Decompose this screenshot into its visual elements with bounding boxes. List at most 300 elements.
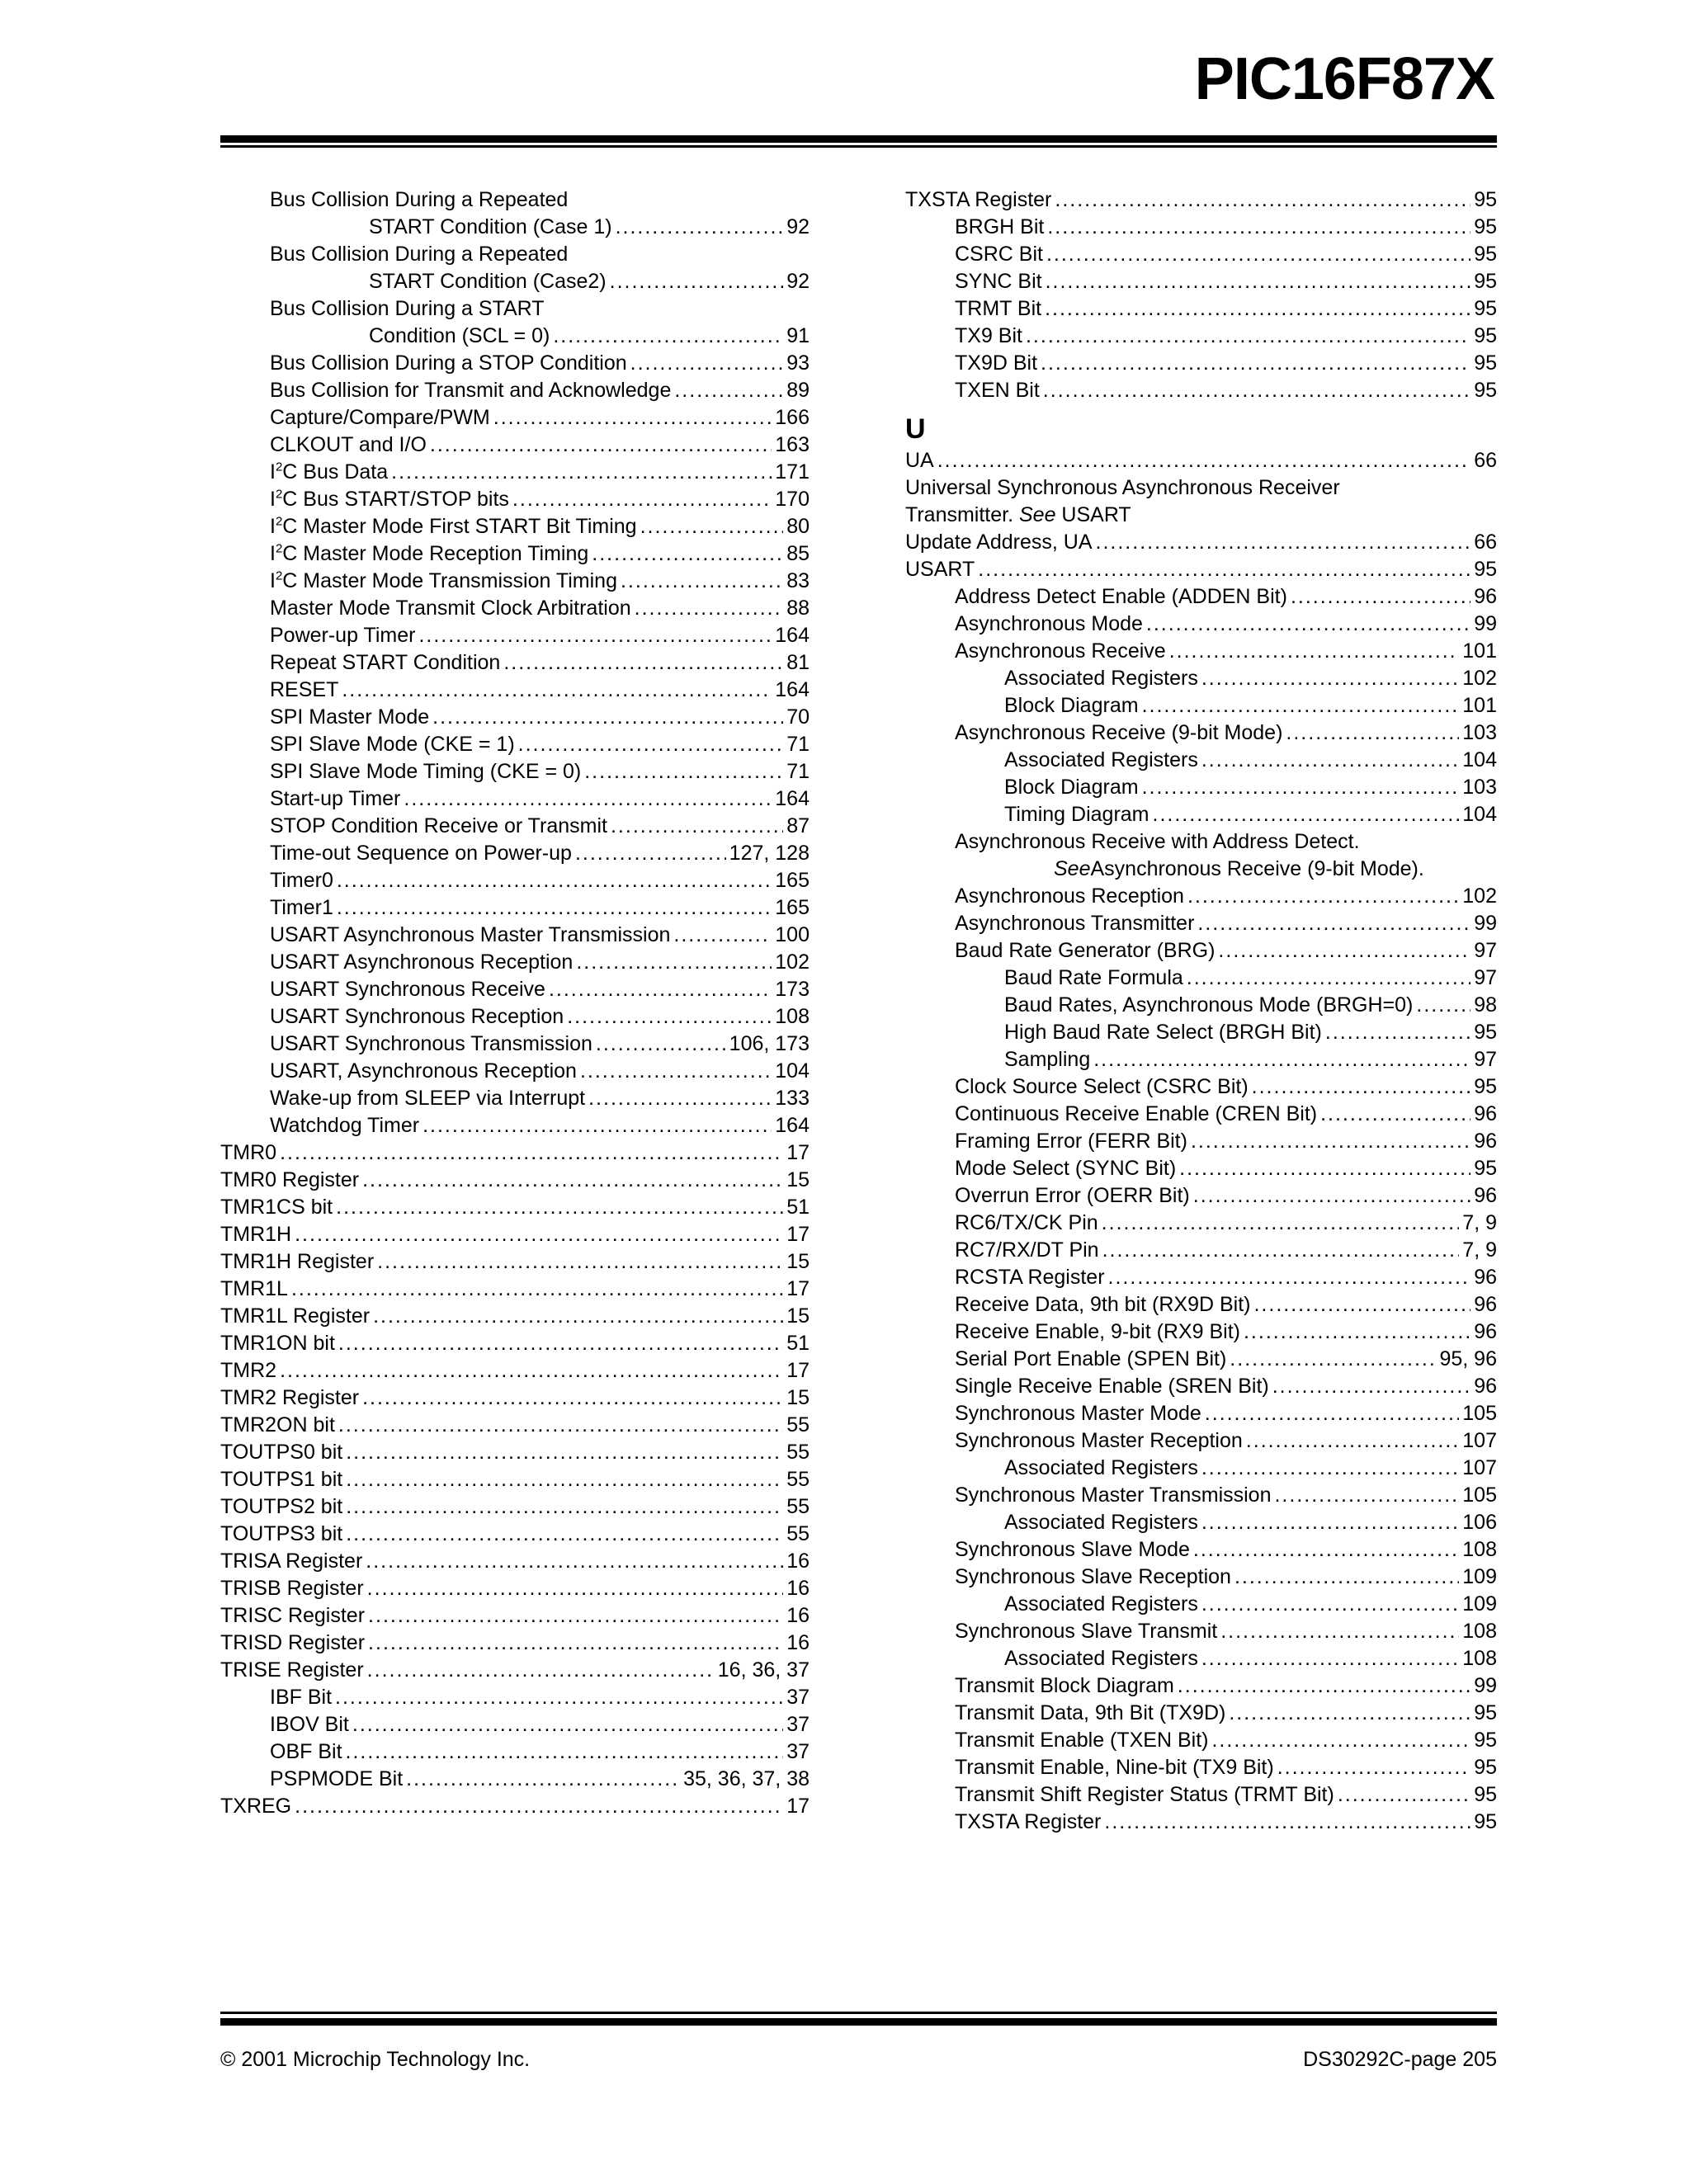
index-entry bbox=[905, 268, 1497, 295]
index-entry bbox=[220, 350, 810, 377]
index-entry bbox=[220, 1058, 810, 1085]
index-entry-text: PSPMODE Bit bbox=[270, 1767, 404, 1790]
index-page-ref: 96 bbox=[1474, 1102, 1497, 1125]
index-page-ref: 103 bbox=[1462, 721, 1497, 744]
index-entry-text: TRISD Register bbox=[220, 1631, 366, 1654]
dot-leader bbox=[373, 1303, 783, 1330]
dot-leader bbox=[367, 1575, 784, 1602]
index-entry-text: Update Address, UA bbox=[905, 531, 1093, 554]
index-entry-text: IBF Bit bbox=[270, 1686, 333, 1709]
index-entry bbox=[220, 1194, 810, 1221]
dot-leader bbox=[1201, 1645, 1459, 1672]
index-entry bbox=[220, 540, 810, 568]
index-entry-text: TX9D Bit bbox=[955, 351, 1038, 375]
dot-leader bbox=[1211, 1727, 1470, 1754]
index-entry bbox=[905, 1781, 1497, 1809]
index-page-ref: 91 bbox=[786, 324, 810, 347]
index-entry-text: Timer1 bbox=[270, 896, 333, 919]
dot-leader bbox=[1277, 1754, 1470, 1781]
dot-leader bbox=[1230, 1346, 1436, 1373]
index-entry bbox=[905, 1536, 1497, 1564]
index-entry-text: Synchronous Slave Mode bbox=[955, 1538, 1190, 1561]
index-entry-text: Start-up Timer bbox=[270, 787, 401, 810]
dot-leader bbox=[1253, 1291, 1470, 1318]
dot-leader bbox=[1102, 1237, 1460, 1264]
index-entry-text: Synchronous Master Reception bbox=[955, 1429, 1243, 1452]
index-entry-text: TOUTPS1 bit bbox=[220, 1468, 343, 1491]
index-page-ref: 166 bbox=[775, 406, 810, 429]
index-page-ref: 95 bbox=[1474, 1157, 1497, 1180]
index-entry bbox=[220, 785, 810, 813]
index-entry-text: SPI Master Mode bbox=[270, 705, 430, 729]
index-entry bbox=[905, 1754, 1497, 1781]
index-page-ref: 170 bbox=[775, 488, 810, 511]
index-page-ref: 37 bbox=[786, 1686, 810, 1709]
index-entry bbox=[905, 1509, 1497, 1536]
dot-leader bbox=[674, 377, 783, 404]
index-page-ref: 95 bbox=[1474, 1756, 1497, 1779]
index-entry bbox=[905, 1046, 1497, 1073]
index-entry bbox=[220, 1412, 810, 1439]
index-page-ref: 17 bbox=[786, 1223, 810, 1246]
index-entry bbox=[905, 1346, 1497, 1373]
dot-leader bbox=[575, 840, 726, 867]
index-entry bbox=[905, 583, 1497, 611]
index-entry-text: Receive Data, 9th bit (RX9D Bit) bbox=[955, 1293, 1251, 1316]
index-entry-text: CSRC Bit bbox=[955, 243, 1043, 266]
index-entry-text: Synchronous Slave Transmit bbox=[955, 1620, 1218, 1643]
index-page-ref: 95 bbox=[1474, 324, 1497, 347]
dot-leader bbox=[630, 350, 784, 377]
index-page-ref: 92 bbox=[786, 215, 810, 238]
index-entry-text: Bus Collision During a Repeated bbox=[270, 188, 569, 211]
index-entry-text: RESET bbox=[270, 678, 339, 701]
index-page-ref: 96 bbox=[1474, 1320, 1497, 1343]
index-page-ref: 164 bbox=[775, 624, 810, 647]
index-entry-text: USART Synchronous Reception bbox=[270, 1005, 564, 1028]
dot-leader bbox=[1193, 1182, 1470, 1210]
index-entry bbox=[905, 1155, 1497, 1182]
index-entry-text: Sampling bbox=[1004, 1048, 1091, 1071]
index-entry-text: TXSTA Register bbox=[955, 1810, 1102, 1833]
index-entry bbox=[220, 622, 810, 649]
index-entry-text: Asynchronous Receive with Address Detect. bbox=[955, 830, 1360, 853]
dot-leader bbox=[336, 1194, 783, 1221]
dot-leader bbox=[580, 1058, 772, 1085]
index-page-ref: 37 bbox=[786, 1740, 810, 1763]
index-entry-text: USART Synchronous Receive bbox=[270, 978, 545, 1001]
index-entry bbox=[220, 377, 810, 404]
index-entry-text: Associated Registers bbox=[1004, 748, 1198, 771]
index-entry-text: IBOV Bit bbox=[270, 1713, 349, 1736]
index-entry bbox=[905, 910, 1497, 937]
index-entry bbox=[220, 1793, 810, 1820]
index-page-ref: 51 bbox=[786, 1196, 810, 1219]
index-entry bbox=[220, 1248, 810, 1276]
index-entry bbox=[220, 1276, 810, 1303]
index-entry bbox=[905, 665, 1497, 692]
index-entry-text: TXSTA Register bbox=[905, 188, 1052, 211]
index-page-ref: 96 bbox=[1474, 1293, 1497, 1316]
index-entry bbox=[220, 731, 810, 758]
index-page-ref: 101 bbox=[1462, 694, 1497, 717]
index-entry bbox=[905, 1210, 1497, 1237]
index-page-ref: 16 bbox=[786, 1604, 810, 1627]
index-entry-text: OBF Bit bbox=[270, 1740, 342, 1763]
dot-leader bbox=[1246, 1427, 1459, 1455]
dot-leader bbox=[673, 922, 772, 949]
index-page-ref: 95 bbox=[1474, 351, 1497, 375]
index-entry-text: TMR2 bbox=[220, 1359, 277, 1382]
index-entry-text: Continuous Receive Enable (CREN Bit) bbox=[955, 1102, 1318, 1125]
dot-leader bbox=[567, 1003, 772, 1031]
index-page-ref: 95 bbox=[1474, 297, 1497, 320]
dot-leader bbox=[367, 1657, 715, 1684]
index-entry bbox=[220, 1031, 810, 1058]
dot-leader bbox=[1108, 1264, 1471, 1291]
index-entry-text: Baud Rates, Asynchronous Mode (BRGH=0) bbox=[1004, 993, 1414, 1017]
index-entry-text: TOUTPS3 bit bbox=[220, 1522, 343, 1545]
index-entry bbox=[905, 350, 1497, 377]
dot-leader bbox=[1201, 1591, 1459, 1618]
index-page-ref: 17 bbox=[786, 1359, 810, 1382]
index-page-ref: 51 bbox=[786, 1332, 810, 1355]
index-page-ref: 55 bbox=[786, 1441, 810, 1464]
index-entry-text: Block Diagram bbox=[1004, 776, 1139, 799]
index-page-ref: 71 bbox=[786, 760, 810, 783]
index-entry bbox=[220, 813, 810, 840]
index-entry-text: TXREG bbox=[220, 1795, 292, 1818]
dot-leader bbox=[978, 556, 1470, 583]
dot-leader bbox=[1205, 1400, 1460, 1427]
dot-leader bbox=[368, 1602, 783, 1630]
dot-leader bbox=[640, 513, 784, 540]
index-entry-text: High Baud Rate Select (BRGH Bit) bbox=[1004, 1021, 1322, 1044]
index-page-ref: 85 bbox=[786, 542, 810, 565]
index-entry bbox=[905, 529, 1497, 556]
index-page-ref: 101 bbox=[1462, 639, 1497, 663]
index-entry bbox=[905, 856, 1497, 883]
index-page-ref: 95 bbox=[1474, 558, 1497, 581]
index-entry-text: $I^2C$ Bus START/STOP bits bbox=[270, 487, 509, 511]
index-page-ref: 7, 9 bbox=[1462, 1211, 1497, 1234]
index-entry bbox=[905, 1455, 1497, 1482]
index-entry-text: TX9 Bit bbox=[955, 324, 1022, 347]
dot-leader bbox=[422, 1112, 772, 1139]
index-entry-text: TRISB Register bbox=[220, 1577, 364, 1600]
index-entry-text: Bus Collision During a START bbox=[270, 297, 545, 320]
index-entry bbox=[220, 1602, 810, 1630]
footer-page-number: DS30292C-page 205 bbox=[1303, 2048, 1497, 2071]
index-entry-text: START Condition (Case2) bbox=[369, 270, 607, 293]
dot-leader bbox=[346, 1738, 784, 1766]
index-page-ref: 83 bbox=[786, 569, 810, 592]
index-entry bbox=[220, 976, 810, 1003]
dot-leader bbox=[1201, 1455, 1459, 1482]
index-page-ref: 95 bbox=[1474, 1783, 1497, 1806]
index-entry bbox=[905, 1700, 1497, 1727]
index-entry bbox=[220, 513, 810, 540]
index-entry bbox=[220, 1684, 810, 1711]
index-entry-text: Wake-up from SLEEP via Interrupt bbox=[270, 1087, 586, 1110]
dot-leader bbox=[366, 1548, 783, 1575]
dot-leader bbox=[1220, 1618, 1459, 1645]
index-page-ref: 164 bbox=[775, 1114, 810, 1137]
dot-leader bbox=[1178, 1672, 1470, 1700]
index-page-ref: 16, 36, 37 bbox=[717, 1658, 810, 1682]
index-entry-text: Bus Collision During a STOP Condition bbox=[270, 351, 627, 375]
dot-leader bbox=[635, 595, 784, 622]
index-entry bbox=[905, 774, 1497, 801]
index-entry bbox=[905, 611, 1497, 638]
index-entry-text: Clock Source Select (CSRC Bit) bbox=[955, 1075, 1249, 1098]
index-page-ref: 127, 128 bbox=[729, 842, 810, 865]
index-entry bbox=[220, 840, 810, 867]
index-entry bbox=[220, 649, 810, 677]
dot-leader bbox=[1286, 719, 1459, 747]
index-entry bbox=[220, 1167, 810, 1194]
index-entry-text: $I^2C$ Master Mode Reception Timing bbox=[270, 541, 589, 565]
index-entry-text: Timing Diagram bbox=[1004, 803, 1149, 826]
dot-leader bbox=[1320, 1101, 1470, 1128]
index-page-ref: 95 bbox=[1474, 1729, 1497, 1752]
index-entry-text: TMR1L Register bbox=[220, 1304, 371, 1328]
index-entry bbox=[220, 295, 810, 323]
index-page-ref: 163 bbox=[775, 433, 810, 456]
dot-leader bbox=[576, 949, 772, 976]
index-page-ref: 55 bbox=[786, 1522, 810, 1545]
index-page-ref: 95 bbox=[1474, 379, 1497, 402]
index-entry-text: TRISA Register bbox=[220, 1550, 363, 1573]
index-page-ref: 16 bbox=[786, 1550, 810, 1573]
index-entry-text: Single Receive Enable (SREN Bit) bbox=[955, 1375, 1269, 1398]
index-entry-text: Transmit Shift Register Status (TRMT Bit) bbox=[955, 1783, 1334, 1806]
index-page-ref: 165 bbox=[775, 896, 810, 919]
index-page-ref: 108 bbox=[1462, 1620, 1497, 1643]
dot-leader bbox=[1244, 1318, 1470, 1346]
index-page-ref: 96 bbox=[1474, 1130, 1497, 1153]
index-entry-text: $I^2C$ Master Mode Transmission Timing bbox=[270, 568, 617, 592]
index-entry bbox=[905, 1564, 1497, 1591]
index-entry bbox=[220, 1139, 810, 1167]
dot-leader bbox=[1272, 1373, 1470, 1400]
index-entry-text: SPI Slave Mode Timing (CKE = 0) bbox=[270, 760, 582, 783]
index-entry bbox=[905, 502, 1497, 529]
index-page-ref: 108 bbox=[775, 1005, 810, 1028]
index-entry-text: Repeat START Condition bbox=[270, 651, 501, 674]
index-entry-text: Asynchronous Mode bbox=[955, 612, 1143, 635]
dot-leader bbox=[1191, 1128, 1470, 1155]
index-entry bbox=[220, 1630, 810, 1657]
index-entry-text: RC6/TX/CK Pin bbox=[955, 1211, 1098, 1234]
index-page-ref: 106 bbox=[1462, 1511, 1497, 1534]
dot-leader bbox=[518, 731, 784, 758]
index-page-ref: 97 bbox=[1474, 966, 1497, 989]
dot-leader bbox=[592, 540, 783, 568]
index-entry bbox=[220, 1003, 810, 1031]
index-page-ref: 92 bbox=[786, 270, 810, 293]
index-entry-text: CLKOUT and I/O bbox=[270, 433, 427, 456]
index-page-ref: 87 bbox=[786, 814, 810, 837]
index-entry bbox=[905, 1291, 1497, 1318]
index-entry bbox=[905, 1073, 1497, 1101]
index-page-ref: 102 bbox=[775, 950, 810, 974]
index-page-ref: 37 bbox=[786, 1713, 810, 1736]
page-title: PIC16F87X bbox=[1194, 46, 1494, 112]
index-entry-text: TMR1ON bit bbox=[220, 1332, 335, 1355]
index-page-ref: 55 bbox=[786, 1468, 810, 1491]
index-entry bbox=[905, 447, 1497, 474]
dot-leader bbox=[391, 459, 772, 486]
index-page-ref: 164 bbox=[775, 678, 810, 701]
index-entry bbox=[220, 241, 810, 268]
index-entry bbox=[220, 432, 810, 459]
section-letter: U bbox=[905, 413, 926, 445]
index-entry bbox=[220, 1384, 810, 1412]
dot-leader bbox=[1046, 268, 1471, 295]
dot-leader bbox=[584, 758, 783, 785]
index-page-ref: 66 bbox=[1474, 449, 1497, 472]
index-entry-text: Transmit Data, 9th Bit (TX9D) bbox=[955, 1701, 1226, 1724]
index-entry-text: Associated Registers bbox=[1004, 1647, 1198, 1670]
dot-leader bbox=[1104, 1809, 1470, 1836]
index-entry-text: Asynchronous Receive (9-bit Mode) bbox=[955, 721, 1283, 744]
index-entry bbox=[220, 1738, 810, 1766]
index-page-ref: 133 bbox=[775, 1087, 810, 1110]
dot-leader bbox=[1146, 611, 1470, 638]
index-entry bbox=[905, 638, 1497, 665]
dot-leader bbox=[342, 677, 772, 704]
dot-leader bbox=[1234, 1564, 1459, 1591]
index-page-ref: 104 bbox=[1462, 748, 1497, 771]
index-page-ref: 95, 96 bbox=[1439, 1347, 1497, 1370]
index-page-ref: 105 bbox=[1462, 1484, 1497, 1507]
index-entry-text: TMR1L bbox=[220, 1277, 288, 1300]
index-entry-text: TRMT Bit bbox=[955, 297, 1042, 320]
index-entry-text: Mode Select (SYNC Bit) bbox=[955, 1157, 1177, 1180]
index-entry bbox=[905, 828, 1497, 856]
index-entry-text: USART Synchronous Transmission bbox=[270, 1032, 592, 1055]
dot-leader bbox=[346, 1521, 783, 1548]
dot-leader bbox=[338, 1330, 783, 1357]
dot-leader bbox=[611, 813, 783, 840]
dot-leader bbox=[346, 1466, 783, 1493]
index-entry bbox=[905, 1809, 1497, 1836]
dot-leader bbox=[1201, 1509, 1459, 1536]
index-entry bbox=[905, 1318, 1497, 1346]
index-entry bbox=[905, 747, 1497, 774]
dot-leader bbox=[406, 1766, 680, 1793]
index-entry-text: TMR2ON bit bbox=[220, 1413, 335, 1436]
index-entry bbox=[220, 1330, 810, 1357]
index-page-ref: 97 bbox=[1474, 939, 1497, 962]
index-entry bbox=[905, 692, 1497, 719]
index-entry bbox=[905, 1373, 1497, 1400]
index-page-ref: 15 bbox=[786, 1168, 810, 1191]
index-entry bbox=[220, 949, 810, 976]
index-page-ref: 107 bbox=[1462, 1456, 1497, 1479]
dot-leader bbox=[1252, 1073, 1471, 1101]
footer-copyright: © 2001 Microchip Technology Inc. bbox=[220, 2048, 531, 2071]
index-entry bbox=[220, 214, 810, 241]
index-entry-text: Capture/Compare/PWM bbox=[270, 406, 490, 429]
index-entry bbox=[905, 1591, 1497, 1618]
index-entry bbox=[220, 404, 810, 432]
dot-leader bbox=[596, 1031, 726, 1058]
index-page-ref: 95 bbox=[1474, 243, 1497, 266]
index-entry bbox=[220, 1766, 810, 1793]
index-entry bbox=[220, 1085, 810, 1112]
dot-leader bbox=[295, 1221, 783, 1248]
dot-leader bbox=[280, 1139, 783, 1167]
index-entry bbox=[905, 937, 1497, 965]
index-page-ref: 16 bbox=[786, 1577, 810, 1600]
index-page-ref: 96 bbox=[1474, 1184, 1497, 1207]
footer-rule bbox=[220, 2018, 1497, 2026]
index-page-ref: 89 bbox=[786, 379, 810, 402]
index-entry bbox=[220, 1575, 810, 1602]
dot-leader bbox=[1153, 801, 1460, 828]
index-page-ref: 106, 173 bbox=[729, 1032, 810, 1055]
index-entry-text: Associated Registers bbox=[1004, 1592, 1198, 1616]
index-entry-text: Transmit Enable, Nine-bit (TX9 Bit) bbox=[955, 1756, 1274, 1779]
index-entry bbox=[220, 1439, 810, 1466]
dot-leader bbox=[337, 867, 772, 894]
dot-leader bbox=[368, 1630, 783, 1657]
index-entry-text: SYNC Bit bbox=[955, 270, 1042, 293]
index-entry-text: Associated Registers bbox=[1004, 667, 1198, 690]
index-entry bbox=[905, 323, 1497, 350]
index-entry-text: TXEN Bit bbox=[955, 379, 1040, 402]
dot-leader bbox=[1187, 965, 1470, 992]
index-entry bbox=[905, 719, 1497, 747]
index-entry bbox=[905, 1645, 1497, 1672]
index-page-ref: 164 bbox=[775, 787, 810, 810]
index-page-ref: 95 bbox=[1474, 270, 1497, 293]
dot-leader bbox=[1416, 992, 1470, 1019]
index-page-ref: 100 bbox=[775, 923, 810, 946]
dot-leader bbox=[1291, 583, 1470, 611]
footer-rule-thin bbox=[220, 2012, 1497, 2014]
dot-leader bbox=[295, 1793, 783, 1820]
index-entry bbox=[220, 459, 810, 486]
index-page-ref: 99 bbox=[1474, 912, 1497, 935]
dot-leader bbox=[352, 1711, 783, 1738]
dot-leader bbox=[335, 1684, 783, 1711]
index-entry-text: Watchdog Timer bbox=[270, 1114, 420, 1137]
index-page-ref: 15 bbox=[786, 1304, 810, 1328]
index-entry-text: Time-out Sequence on Power-up bbox=[270, 842, 572, 865]
index-entry-text: Timer0 bbox=[270, 869, 333, 892]
index-entry-text: RCSTA Register bbox=[955, 1266, 1105, 1289]
dot-leader bbox=[1169, 638, 1460, 665]
dot-leader bbox=[621, 568, 783, 595]
index-entry bbox=[905, 1672, 1497, 1700]
index-entry-text: Condition (SCL = 0) bbox=[369, 324, 550, 347]
index-entry-text: Receive Enable, 9-bit (RX9 Bit) bbox=[955, 1320, 1240, 1343]
index-entry-text: USART, Asynchronous Reception bbox=[270, 1059, 577, 1083]
index-page-ref: 96 bbox=[1474, 1266, 1497, 1289]
index-entry bbox=[905, 1101, 1497, 1128]
index-page-ref: 95 bbox=[1474, 1075, 1497, 1098]
index-entry-text: Address Detect Enable (ADDEN Bit) bbox=[955, 585, 1287, 608]
dot-leader bbox=[1142, 774, 1460, 801]
dot-leader bbox=[1093, 1046, 1470, 1073]
index-entry-text: SeeAsynchronous Receive (9-bit Mode). bbox=[1054, 857, 1424, 880]
index-entry-text: TMR0 Register bbox=[220, 1168, 360, 1191]
index-entry-text: Power-up Timer bbox=[270, 624, 416, 647]
index-page-ref: 171 bbox=[775, 460, 810, 483]
